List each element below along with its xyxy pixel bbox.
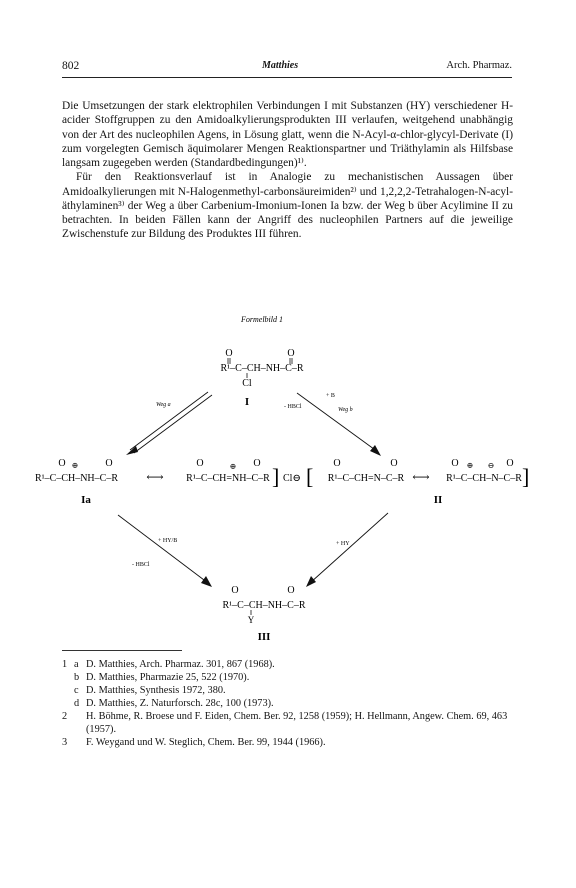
plus-charge-icon: ⊕	[229, 462, 237, 471]
reference-item	[62, 684, 522, 697]
reference-item	[62, 736, 522, 749]
compound-I-chlorine: Cl	[242, 378, 252, 389]
arrow-ii-to-iii-head	[306, 576, 316, 587]
label-minus-hbcl-2: - HBCl	[132, 562, 150, 568]
reference-letter: c	[74, 685, 79, 696]
label-plus-b: + B	[326, 393, 335, 399]
reference-item	[62, 658, 522, 671]
arrow-weg-a	[134, 395, 212, 453]
bracket-icon: [	[306, 464, 314, 489]
reference-number: 3	[62, 737, 68, 748]
carbonyl-o: O	[506, 458, 514, 469]
carbonyl-o: O	[333, 458, 341, 469]
reference-item	[62, 710, 522, 736]
acylimine-right-formula: R¹–C–CH–N–C–R	[446, 473, 522, 484]
carbonyl-o: O	[390, 458, 398, 469]
label-I: I	[244, 396, 250, 408]
carbonyl-o: O	[253, 458, 261, 469]
carbonyl-o: O	[58, 458, 66, 469]
counter-ion: Cl⊖	[283, 473, 301, 484]
references	[62, 658, 522, 749]
resonance-arrow-icon: ⟷	[146, 470, 164, 484]
carbonyl-o: O	[225, 348, 233, 359]
scheme-title: Formelbild 1	[241, 315, 283, 324]
carbonyl-o: O	[231, 585, 239, 596]
acylimine-left-formula: R¹–C–CH=N–C–R	[327, 473, 405, 484]
carbonyl-o: O	[287, 348, 295, 359]
reference-number: 1	[62, 659, 68, 670]
label-minus-hbcl: - HBCl	[284, 404, 302, 410]
resonance-arrow-icon: ⟷	[412, 470, 430, 484]
label-Ia: Ia	[81, 494, 91, 506]
label-plus-hy-b: + HY/B	[158, 538, 178, 544]
reference-text: D. Matthies, Pharmazie 25, 522 (1970).	[86, 672, 250, 683]
ion-left-formula: R¹–C–CH–NH–C–R	[34, 473, 118, 484]
compound-I	[220, 348, 303, 408]
arrow-weg-a	[130, 392, 208, 450]
label-weg-a: Weg a	[156, 402, 171, 408]
body-text	[62, 99, 513, 242]
arrow-weg-a-head	[126, 446, 138, 455]
plus-charge-icon: ⊕	[466, 461, 474, 470]
carbonyl-o: O	[451, 458, 459, 469]
reference-letter: a	[74, 659, 79, 670]
arrow-ia-to-iii	[118, 515, 208, 583]
reference-item	[62, 697, 522, 710]
arrow-weg-b-head	[370, 445, 381, 456]
carbonyl-o: O	[105, 458, 113, 469]
compound-III-formula: R¹–C–CH–NH–C–R	[222, 600, 306, 611]
reference-letter: b	[74, 672, 80, 683]
page-number: 802	[62, 60, 80, 72]
reference-text: F. Weygand und W. Steglich, Chem. Ber. 99, 1944 (1966).	[86, 737, 326, 748]
arrow-weg-b	[297, 393, 378, 452]
compound-II	[306, 458, 529, 506]
paragraph-2: Für den Reaktionsverlauf ist in Analogie zu mechanistischen Aussagen über Amidoalkylierungen mit N-Halogenmethyl-carbonsäureimiden²⁾ und 1,2,2,2-Tetrahalogen-N-acyl-äthylaminen³⁾ der Weg a über Carbenium-Imonium-Ionen Ia bzw. der Weg b über Acylimine II zu betrachten. In beiden Fällen kann der Angriff des nucleophilen Partners auf die jeweilige Zwischenstufe zur Bildung des Produktes III führen.	[62, 171, 513, 241]
label-III: III	[257, 631, 271, 643]
ion-right-formula: R¹–C–CH=NH–C–R	[186, 473, 270, 484]
reference-text: D. Matthies, Synthesis 1972, 380.	[86, 685, 226, 696]
carbonyl-o: O	[196, 458, 204, 469]
reference-number: 2	[62, 711, 68, 722]
reference-text: H. Böhme, R. Broese und F. Eiden, Chem. Ber. 92, 1258 (1959); H. Hellmann, Angew. Chem. 69, 463 (1957).	[86, 711, 508, 735]
plus-charge-icon: ⊕	[71, 461, 79, 470]
label-II: II	[433, 494, 443, 506]
arrow-ii-to-iii	[310, 513, 388, 583]
header-rule	[62, 77, 512, 78]
label-plus-hy: + HY	[336, 541, 350, 547]
label-weg-b: Weg b	[338, 407, 353, 413]
footnote-separator	[62, 650, 182, 651]
arrow-ia-to-iii-head	[201, 576, 212, 587]
reaction-scheme	[0, 300, 576, 652]
minus-charge-icon: ⊖	[487, 461, 495, 470]
compound-III	[222, 585, 305, 643]
compound-Ia	[35, 458, 301, 506]
bracket-icon: ]	[522, 464, 530, 489]
running-author: Matthies	[262, 60, 299, 71]
reference-letter: d	[74, 698, 80, 709]
compound-I-formula: R¹–C–CH–NH–C–R	[220, 363, 304, 374]
carbonyl-o: O	[287, 585, 295, 596]
compound-III-substituent: Y	[247, 615, 255, 625]
reference-text: D. Matthies, Z. Naturforsch. 28c, 100 (1973).	[86, 698, 274, 709]
reference-text: D. Matthies, Arch. Pharmaz. 301, 867 (1968).	[86, 659, 275, 670]
reference-item	[62, 671, 522, 684]
bracket-icon: ]	[272, 464, 280, 489]
paragraph-1: Die Umsetzungen der stark elektrophilen Verbindungen I mit Substanzen (HY) verschiedener H-acider Stoffgruppen zu den Amidoalkylierungsprodukten III verlaufen, weitgehend unabhängig von der Art des nucleophilen Agens, in Lösung glatt, wenn die N-Acyl-α-chlor-glycyl-Derivate (I) zum vorgelegten Gemisch äquimolarer Mengen Reaktionspartner und Triäthylamin als Hilfsbase langsam zugegeben werden (Standardbedingungen)¹⁾.	[62, 100, 513, 169]
running-journal: Arch. Pharmaz.	[446, 60, 512, 71]
